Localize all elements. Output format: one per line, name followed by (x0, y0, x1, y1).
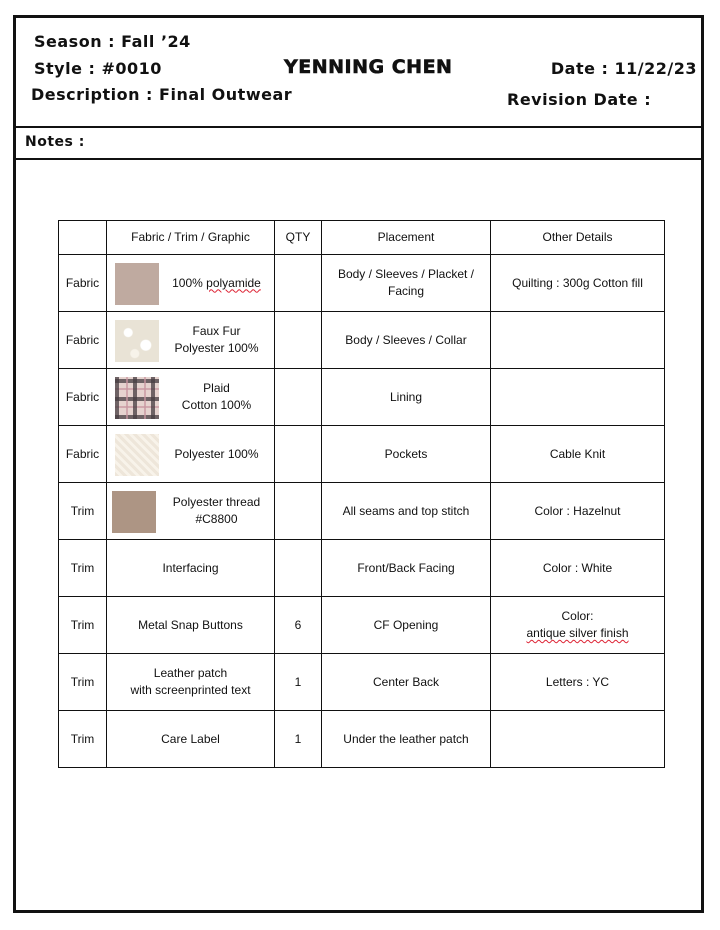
row-qty (275, 255, 322, 312)
fabric-swatch-knit (115, 434, 159, 476)
item-line2: Polyester 100% (174, 341, 259, 355)
row-category: Fabric (59, 369, 107, 426)
row-category: Trim (59, 540, 107, 597)
row-details (491, 369, 665, 426)
table-row (59, 426, 665, 483)
item-line2: with screenprinted text (130, 683, 251, 697)
row-placement: Under the leather patch (322, 711, 491, 768)
row-qty: 1 (275, 711, 322, 768)
row-item (107, 369, 275, 426)
row-placement: Body / Sleeves / Placket / Facing (322, 255, 491, 312)
season-text: Season : Fall ’24 (34, 32, 191, 51)
row-item (107, 255, 275, 312)
header-other-details: Other Details (491, 221, 665, 255)
materials-table (58, 220, 665, 768)
table-row (59, 540, 665, 597)
row-details (491, 711, 665, 768)
header-qty: QTY (275, 221, 322, 255)
table-row (59, 597, 665, 654)
table-header-row (59, 221, 665, 255)
row-qty (275, 483, 322, 540)
header (16, 18, 701, 128)
header-category (59, 221, 107, 255)
table-row (59, 654, 665, 711)
row-item: Care Label (107, 711, 275, 768)
row-item: Metal Snap Buttons (107, 597, 275, 654)
row-qty (275, 426, 322, 483)
row-details: Letters : YC (491, 654, 665, 711)
item-line1: Polyester thread #C8800 (172, 495, 261, 526)
table-row (59, 369, 665, 426)
thread-swatch-hazelnut (112, 491, 156, 533)
row-placement: Pockets (322, 426, 491, 483)
row-category: Trim (59, 711, 107, 768)
details-line2: antique silver finish (526, 626, 629, 640)
date-text: Date : 11/22/23 (550, 59, 697, 78)
row-details: Quilting : 300g Cotton fill (491, 255, 665, 312)
row-placement: Lining (322, 369, 491, 426)
item-line1: Leather patch (153, 666, 228, 680)
item-line1: Plaid (203, 381, 230, 395)
header-placement: Placement (322, 221, 491, 255)
notes-row (16, 126, 701, 160)
item-line1: Faux Fur (192, 324, 241, 338)
row-details (491, 312, 665, 369)
tech-pack-sheet (13, 15, 704, 913)
fabric-swatch-plaid (115, 377, 159, 419)
row-placement: Body / Sleeves / Collar (322, 312, 491, 369)
row-qty: 1 (275, 654, 322, 711)
row-qty (275, 369, 322, 426)
row-placement: Front/Back Facing (322, 540, 491, 597)
brand-name: YENNING CHEN (284, 56, 453, 78)
row-item (107, 483, 275, 540)
fabric-swatch-polyamide (115, 263, 159, 305)
row-details: Color : Hazelnut (491, 483, 665, 540)
row-item (107, 312, 275, 369)
row-details (491, 597, 665, 654)
row-qty: 6 (275, 597, 322, 654)
table-row (59, 483, 665, 540)
row-qty (275, 540, 322, 597)
header-fabric-trim-graphic: Fabric / Trim / Graphic (107, 221, 275, 255)
item-line2: Cotton 100% (181, 398, 252, 412)
notes-label: Notes : (25, 134, 85, 150)
item-line1: Polyester 100% (174, 446, 259, 461)
row-placement: Center Back (322, 654, 491, 711)
row-item: Interfacing (107, 540, 275, 597)
row-category: Fabric (59, 426, 107, 483)
item-text: 100% polyamide (172, 275, 261, 290)
row-category: Trim (59, 483, 107, 540)
style-text: Style : #0010 (34, 59, 162, 78)
row-category: Trim (59, 654, 107, 711)
item-line1: polyamide (206, 275, 261, 290)
row-placement: CF Opening (322, 597, 491, 654)
row-category: Fabric (59, 312, 107, 369)
fabric-swatch-faux-fur (115, 320, 159, 362)
row-placement: All seams and top stitch (322, 483, 491, 540)
table-row (59, 255, 665, 312)
row-details: Color : White (491, 540, 665, 597)
row-details: Cable Knit (491, 426, 665, 483)
description-text: Description : Final Outwear (31, 85, 293, 104)
row-category: Trim (59, 597, 107, 654)
revision-date-text: Revision Date : (507, 90, 652, 109)
table-row (59, 312, 665, 369)
table-row (59, 711, 665, 768)
row-item (107, 426, 275, 483)
row-qty (275, 312, 322, 369)
row-item (107, 654, 275, 711)
row-category: Fabric (59, 255, 107, 312)
details-line1: Color: (561, 609, 594, 623)
